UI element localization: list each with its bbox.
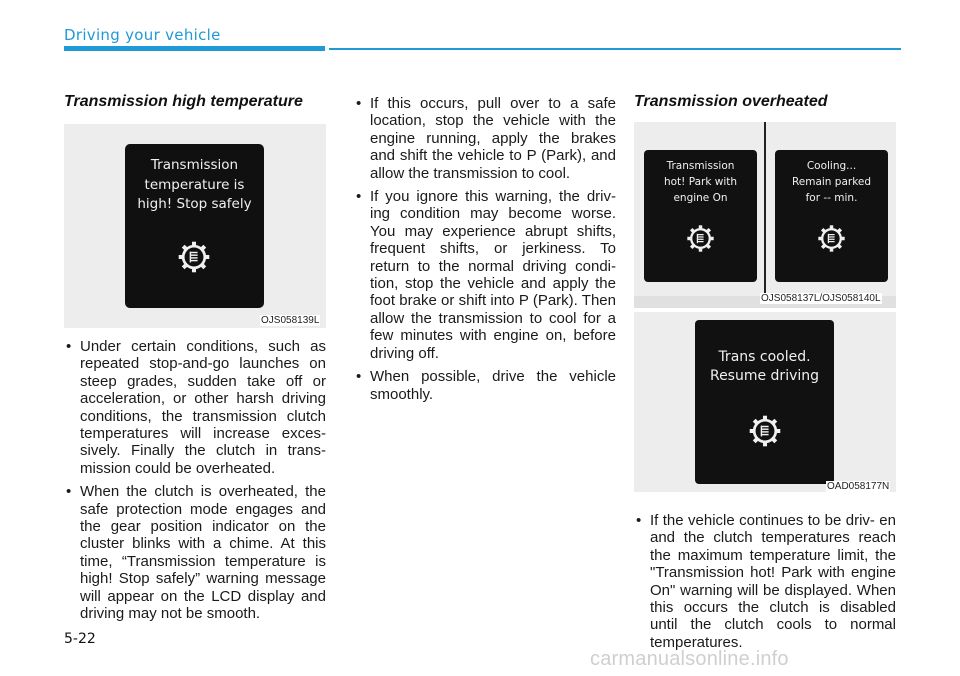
lcd-screen — [125, 144, 264, 308]
figure-high-temperature — [64, 124, 326, 328]
transmission-gear-icon — [685, 223, 716, 254]
transmission-gear-icon — [747, 413, 783, 449]
page-number: 5-22 — [64, 631, 96, 647]
list-item: • When the clutch is overheated, the safe protection mode engages and the gear position indicator on the cluster blinks with a chime. At this time, “Transmission temperature is high! Stop safely” warning message will appear on the LCD display and driving may not be smooth. — [64, 483, 326, 622]
section-title: Driving your vehicle — [64, 26, 221, 44]
watermark: carmanualsonline.info — [590, 648, 789, 670]
middle-column — [354, 95, 616, 409]
list-item: • If you ignore this warning, the driv- ing condition may become worse. You may experience abrupt shifts, frequent shifts, or jerkiness. To return to the normal driving condi- tion, stop the vehicle and apply the foot brake or shift into P (Park). Then allow the transmission to cool for a few minutes with engine on, before driving off. — [354, 188, 616, 362]
figure-caption: OJS058137L/OJS058140L — [761, 293, 881, 304]
lcd-message: Transmission hot! Park with engine On — [663, 160, 738, 204]
figure-divider — [764, 122, 766, 306]
lcd-screen — [695, 320, 834, 484]
list-item: • Under certain conditions, such as repeated stop-and-go launches on steep grades, sudden take off or acceleration, or other harsh driving conditions, the transmission clutch temperatures will increase exces- sively. Finally the clutch in trans- mission could be overheated. — [64, 338, 326, 477]
transmission-gear-icon — [176, 239, 212, 275]
transmission-gear-icon — [816, 223, 847, 254]
header-rule-thin — [329, 48, 901, 50]
list-item: • If the vehicle continues to be driv- en and the clutch temperatures reach the maximum temperature limit, the "Transmission hot! Park with engine On" warning will be displayed. When this occurs the clutch is disabled until the clutch cools to normal temperatures. — [634, 512, 896, 651]
figure-caption: OAD058177N — [827, 481, 890, 492]
list-item: • If this occurs, pull over to a safe location, stop the vehicle with the engine running, apply the brakes and shift the vehicle to P (Park), and allow the transmission to cool. — [354, 95, 616, 182]
figure-overheated — [634, 122, 896, 308]
right-bullets — [634, 512, 896, 657]
figure-caption: OJS058139L — [261, 315, 320, 326]
left-bullets — [64, 338, 326, 629]
list-item: • When possible, drive the vehicle smoothly. — [354, 368, 616, 403]
figure-trans-cooled — [634, 312, 896, 492]
header-rule-thick — [64, 46, 325, 51]
heading-transmission-high-temperature: Transmission high temperature — [64, 93, 303, 110]
lcd-message: Transmission temperature is high! Stop safely — [137, 157, 252, 212]
lcd-screen-hot — [644, 150, 757, 282]
lcd-screen-cooling — [775, 150, 888, 282]
lcd-message: Cooling... Remain parked for -- min. — [791, 160, 872, 204]
lcd-message: Trans cooled. Resume driving — [709, 349, 820, 384]
heading-transmission-overheated: Transmission overheated — [634, 93, 828, 110]
left-column — [64, 92, 326, 112]
right-column — [634, 92, 896, 112]
